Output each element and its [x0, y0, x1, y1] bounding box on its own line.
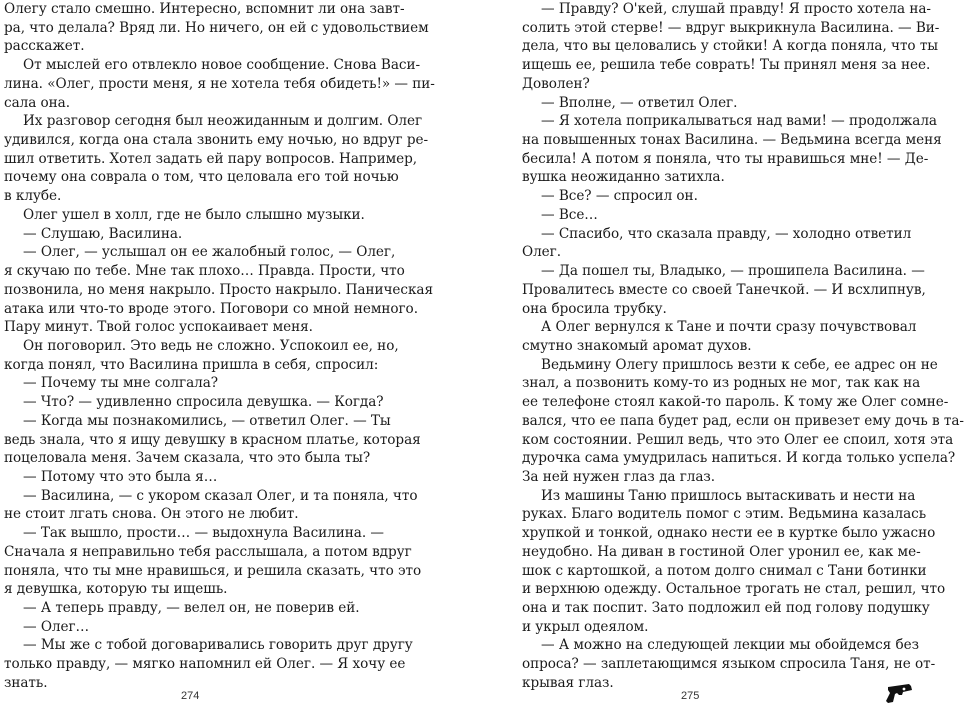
left-page — [0, 0, 459, 709]
text-line: вушка неожиданно затихла. — [522, 169, 725, 186]
text-line: когда понял, что Василина пришла в себя, спросил: — [4, 356, 379, 373]
text-line: — Потому что это была я… — [23, 468, 218, 485]
text-line: поцеловала меня. Зачем сказала, что это была ты? — [4, 450, 371, 467]
text-line: она и так поспит. Зато подложил ей под голову подушку — [522, 600, 930, 616]
text-line: смутно знакомый аромат духов. — [522, 337, 752, 354]
left-page-number: 274 — [181, 690, 200, 702]
text-line: — Что? — удивленно спросила девушка. — Когда? — [23, 394, 384, 411]
text-line: дурочка сама умудрилась напиться. И когда только успела? — [522, 450, 956, 467]
text-line: крывая глаз. — [522, 674, 614, 691]
text-line: лина. «Олег, прости меня, я не хотела тебя обидеть!» — пи- — [4, 75, 435, 92]
text-line: знал, а позвонить кому-то из родных не мог, так как на — [522, 375, 921, 392]
text-line: — Слушаю, Василина. — [23, 225, 183, 242]
text-line: солить этой стерве! — вдруг выкрикнула Василина. — Ви- — [522, 19, 940, 36]
text-line: А Олег вернулся к Тане и почти сразу почувствовал — [541, 319, 917, 336]
text-line: и укрыл одеялом. — [522, 618, 649, 635]
text-line: сала она. — [4, 94, 70, 111]
text-line: — Василина, — с укором сказал Олег, и та поняла, что — [23, 487, 418, 504]
text-line: — Олег, — услышал он ее жалобный голос, — Олег, — [23, 244, 396, 261]
text-line: вался, что ее папа будет рад, если он привезет ему дочь в та- — [522, 412, 964, 429]
text-line: — Почему ты мне солгала? — [23, 375, 219, 392]
text-line: в клубе. — [4, 188, 62, 205]
text-line: ра, что делала? Вряд ли. Но ничего, он ей с удовольствием — [4, 19, 429, 36]
text-line: — Так вышло, прости… — выдохнула Василина. — — [23, 525, 384, 542]
text-line: ведь знала, что я ищу девушку в красном платье, которая — [4, 431, 421, 448]
text-line: Он поговорил. Это ведь не сложно. Успокоил ее, но, — [23, 337, 399, 354]
text-line: шил ответить. Хотел задать ей пару вопросов. Например, — [4, 150, 418, 167]
text-line: — Да пошел ты, Владыко, — прошипела Василина. — — [541, 263, 925, 280]
text-line: шок с картошкой, а потом долго снимал с Тани ботинки — [522, 562, 927, 579]
text-line: удивился, когда она стала звонить ему ночью, но вдруг ре- — [4, 132, 429, 149]
text-line: Пару минут. Твой голос успокаивает меня. — [4, 319, 313, 336]
text-line: ее телефоне стоял какой-то пароль. К тому же Олег сомне- — [522, 394, 949, 411]
right-page-number: 275 — [681, 690, 700, 702]
text-line: Из машины Таню пришлось вытаскивать и нести на — [541, 487, 916, 504]
text-line: За ней нужен глаз да глаз. — [522, 468, 716, 485]
text-line: я девушка, которую ты ищешь. — [4, 581, 228, 598]
text-line: поняла, что ты мне нравишься, и решила сказать, что это — [4, 562, 422, 579]
text-line: бесила! А потом я поняла, что ты нравишься мне! — Де- — [522, 150, 929, 167]
text-line: знать. — [4, 674, 48, 691]
text-line: дела, что вы целовались у стойки! А когда поняла, что ты — [522, 38, 939, 55]
text-line: Их разговор сегодня был неожиданным и долгим. Олег — [23, 113, 423, 130]
text-line: Сначала я неправильно тебя расслышала, а потом вдруг — [4, 543, 412, 560]
right-page-text — [522, 0, 964, 693]
text-line: Олегу стало смешно. Интересно, вспомнит ли она завт- — [4, 1, 405, 17]
text-line: Олег ушел в холл, где не было слышно музыки. — [23, 206, 365, 223]
text-line: — Мы же с тобой договаривались говорить друг другу — [23, 637, 413, 654]
text-line: неудобно. На диван в гостиной Олег уронил ее, как ме- — [522, 543, 921, 560]
text-line: — А теперь правду, — велел он, не поверив ей. — [23, 600, 360, 616]
revolver-icon — [885, 681, 915, 705]
left-page-text — [4, 0, 435, 693]
text-line: ком состоянии. Решил ведь, что это Олег ее споил, хотя эта — [522, 431, 954, 448]
text-line: — Я хотела поприкалываться над вами! — продолжала — [541, 113, 937, 130]
text-line: и верхнюю одежду. Остальное трогать не стал, решил, что — [522, 581, 946, 598]
text-line: я скучаю по тебе. Мне так плохо… Правда. Прости, что — [4, 263, 405, 280]
text-line: Олег. — [522, 244, 562, 261]
text-line: — Вполне, — ответил Олег. — [541, 94, 738, 111]
text-line: опроса? — заплетающимся языком спросила Таня, не от- — [522, 656, 936, 673]
text-line: — Олег… — [23, 618, 90, 635]
text-line: ищешь ее, решила тебе соврать! Ты принял меня за нее. — [522, 57, 931, 74]
text-line: она бросила трубку. — [522, 300, 667, 317]
text-line: От мыслей его отвлекло новое сообщение. Снова Васи- — [23, 57, 421, 74]
text-line: руках. Благо водитель помог с этим. Ведьмина казалась — [522, 506, 927, 523]
text-line: на повышенных тонах Василина. — Ведьмина всегда меня — [522, 132, 942, 149]
text-line: — Правду? О'кей, слушай правду! Я просто хотела на- — [541, 1, 931, 17]
text-line: — Когда мы познакомились, — ответил Олег. — Ты — [23, 412, 391, 429]
text-line: хрупкой и тонкой, однако нести ее в куртке было ужасно — [522, 525, 936, 542]
text-line: — Все? — спросил он. — [541, 188, 698, 205]
text-line: не стоит лгать снова. Он этого не любит. — [4, 506, 299, 523]
text-line: Доволен? — [522, 75, 590, 92]
text-line: — Все… — [541, 206, 598, 223]
text-line: позвонила, но меня накрыло. Просто накрыло. Паническая — [4, 281, 434, 298]
text-line: Ведьмину Олегу пришлось везти к себе, ее адрес он не — [541, 356, 938, 373]
text-line: расскажет. — [4, 38, 85, 55]
text-line: почему она соврала о том, что целовала его той ночью — [4, 169, 399, 186]
right-page — [460, 0, 964, 709]
text-line: — А можно на следующей лекции мы обойдемся без — [541, 637, 919, 654]
text-line: только правду, — мягко напомнил ей Олег. — Я хочу ее — [4, 656, 406, 673]
text-line: атака или что-то вроде этого. Поговори со мной немного. — [4, 300, 418, 317]
text-line: Провалитесь вместе со своей Танечкой. — И всхлипнув, — [522, 281, 926, 298]
text-line: — Спасибо, что сказала правду, — холодно ответил — [541, 225, 912, 242]
